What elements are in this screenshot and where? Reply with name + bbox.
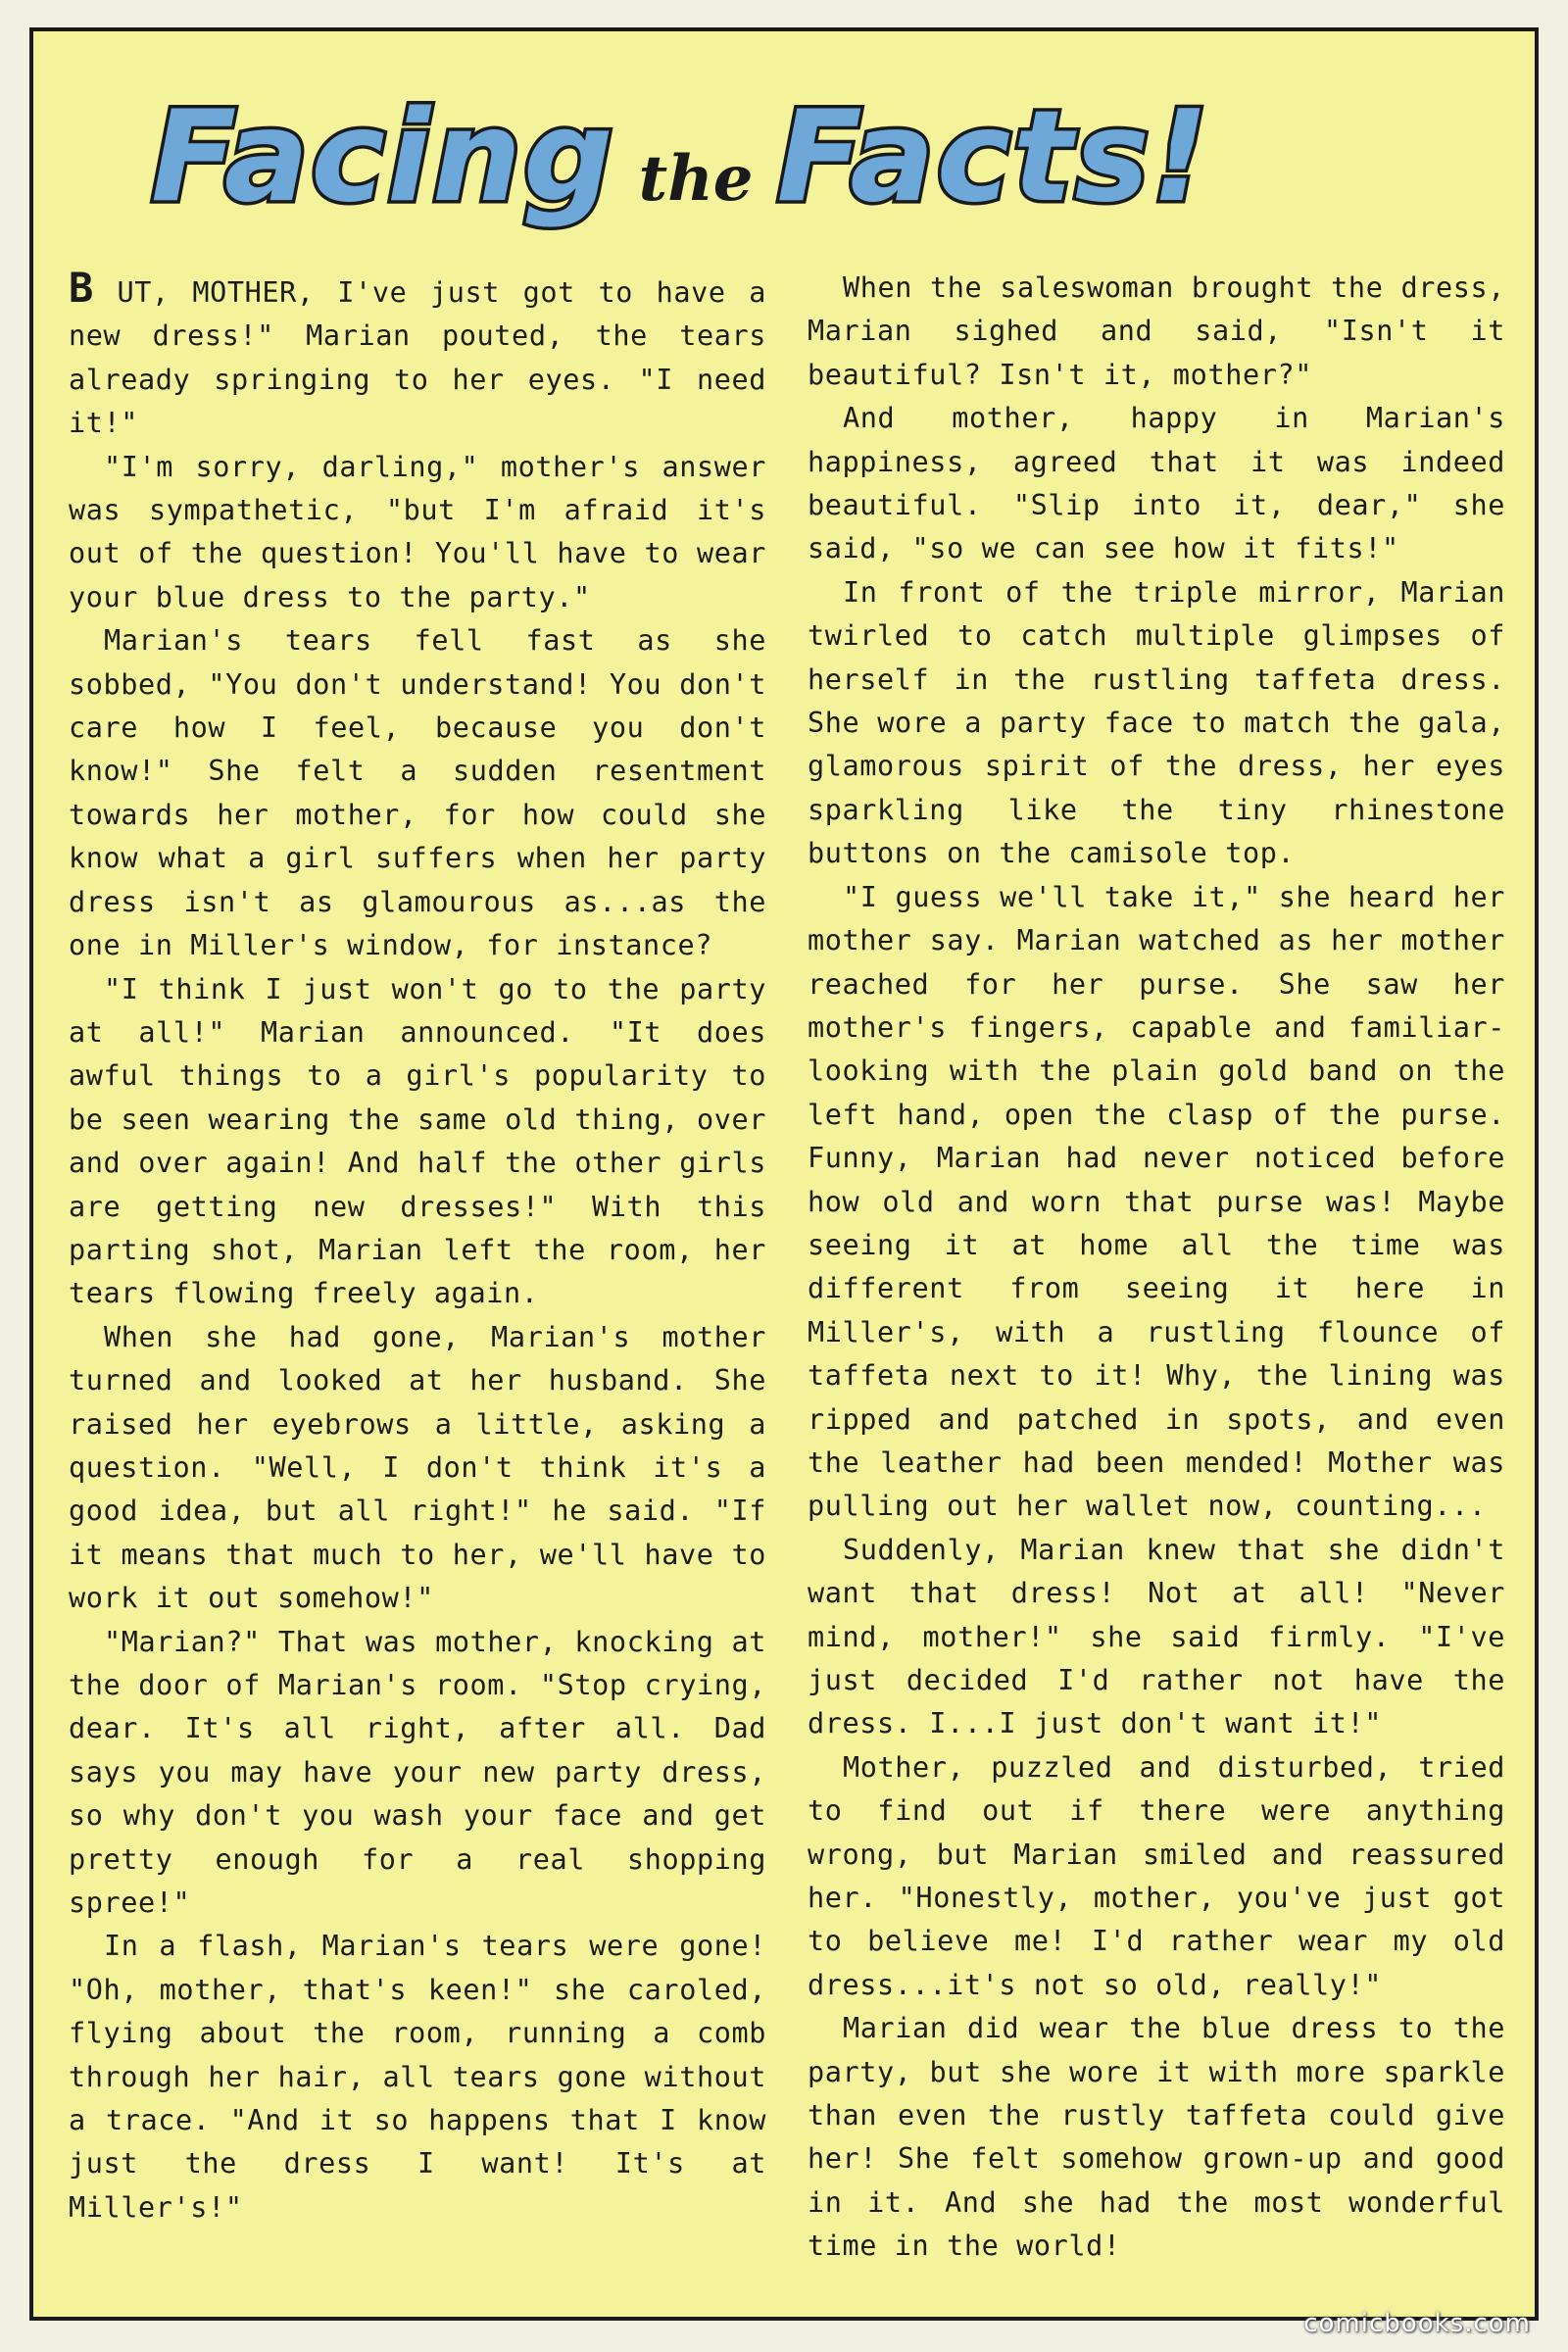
paragraph-text: UT, MOTHER, I've just got to have a new dress!" Marian pouted, the tears already springing to her eyes. "I need it!" <box>69 276 766 440</box>
story-paragraph: And mother, happy in Marian's happiness, agreed that it was indeed beautiful. "Slip into it, dear," she said, "so we can see how it fits!" <box>808 402 1505 565</box>
story-paragraph: Suddenly, Marian knew that she didn't want that dress! Not at all! "Never mind, mother!" she said firmly. "I've just decided I'd rather not have the dress. I...I just don't want it!" <box>808 1533 1505 1740</box>
title-word-facing: Facing <box>151 84 615 230</box>
story-paragraph: Mother, puzzled and disturbed, tried to find out if there were anything wrong, but Marian smiled and reassured her. "Honestly, mother, you've just got to believe me! I'd rather wear my old dress...it's not so old, really!" <box>808 1750 1505 2001</box>
story-paragraph: "I guess we'll take it," she heard her mother say. Marian watched as her mother reached for her purse. She saw her mother's fingers, capable and familiar-looking with the plain gold band on the left hand, open the clasp of the purse. Funny, Marian had never noticed before how old and worn that purse was! Maybe seeing it at home all the time was different from seeing it here in Miller's, with a rustling flounce of taffeta next to it! Why, the lining was ripped and patched in spots, and even the leather had been mended! Mother was pulling out her wallet now, counting... <box>808 880 1505 1523</box>
story-paragraph: "Marian?" That was mother, knocking at the door of Marian's room. "Stop crying, dear. It's all right, after all. Dad says you may have your new party dress, so why don't you wash your face and get pretty enough for a real shopping spree!" <box>69 1625 766 1920</box>
story-paragraph: In front of the triple mirror, Marian twirled to catch multiple glimpses of herself in the rustling taffeta dress. She wore a party face to match the gala, glamorous spirit of the dress, her eyes sparkling like the tiny rhinestone buttons on the camisole top. <box>808 575 1505 870</box>
story-title <box>131 53 1484 249</box>
story-paragraph: When the saleswoman brought the dress, Marian sighed and said, "Isn't it beautiful? Isn't it, mother?" <box>808 271 1505 391</box>
story-paragraph: When she had gone, Marian's mother turned and looked at her husband. She raised her eyebrows a little, asking a question. "Well, I don't think it's a good idea, but all right!" he said. "If it means that much to her, we'll have to work it out somehow!" <box>69 1320 766 1615</box>
story-column-left <box>69 264 766 2230</box>
story-paragraph: "I'm sorry, darling," mother's answer was sympathetic, "but I'm afraid it's out of the question! You'll have to wear your blue dress to the party." <box>69 450 766 613</box>
title-word-facts: Facts! <box>776 84 1211 230</box>
story-paragraph <box>69 264 766 446</box>
story-column-right <box>808 267 1505 2269</box>
story-paragraph: Marian did wear the blue dress to the party, but she wore it with more sparkle than even the rustly taffeta could give her! She felt somehow grown-up and good in it. And she had the most wonderful time in the world! <box>808 2012 1505 2263</box>
title-lettering <box>131 53 1484 249</box>
story-page <box>29 27 1539 2321</box>
story-paragraph: In a flash, Marian's tears were gone! "Oh, mother, that's keen!" she caroled, flying about the room, running a comb through her hair, all tears gone without a trace. "And it so happens that I know just the dress I want! It's at Miller's!" <box>69 1930 766 2224</box>
drop-cap: B <box>69 264 94 312</box>
title-word-the: the <box>638 142 754 216</box>
site-watermark: comicbooks.com <box>1303 2309 1531 2338</box>
story-paragraph: Marian's tears fell fast as she sobbed, "You don't understand! You don't care how I feel, because you don't know!" She felt a sudden resentment towards her mother, for how could she know what a girl suffers when her party dress isn't as glamourous as...as the one in Miller's window, for instance? <box>69 624 766 962</box>
story-paragraph: "I think I just won't go to the party at all!" Marian announced. "It does awful things to a girl's popularity to be seen wearing the same old thing, over and over again! And half the other girls are getting new dresses!" With this parting shot, Marian left the room, her tears flowing freely again. <box>69 972 766 1310</box>
